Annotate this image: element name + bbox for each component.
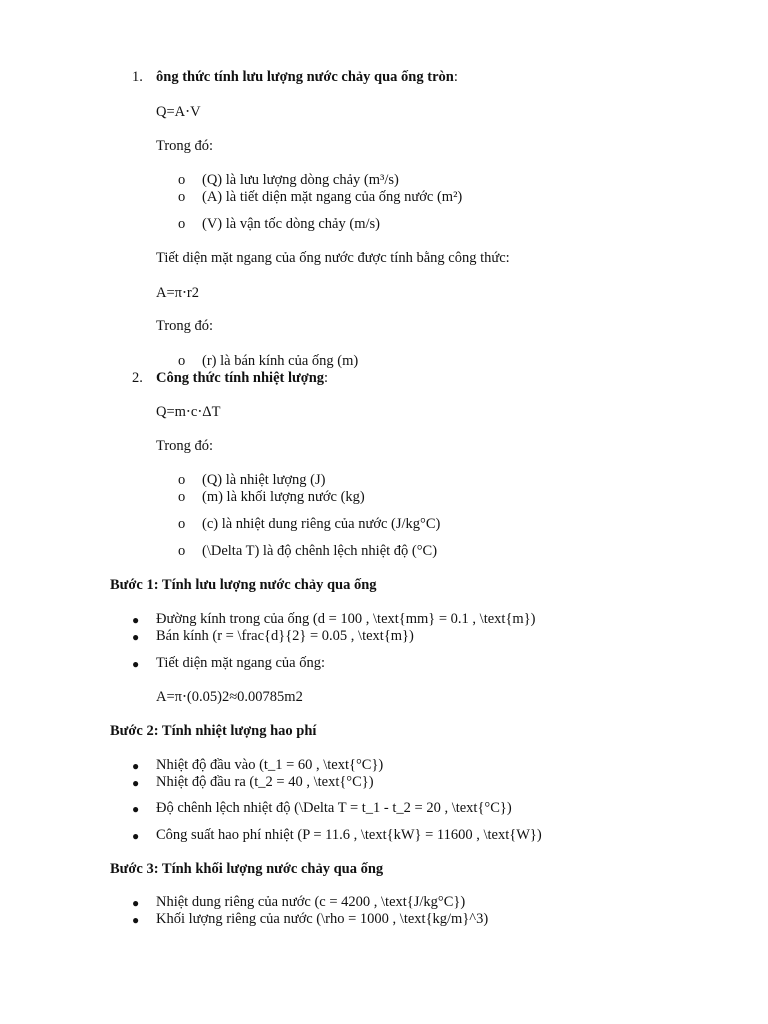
where-label: Trong đó: — [156, 138, 214, 154]
list-item: Nhiệt độ đầu ra (t_2 = 40 , \text{°C}) — [156, 774, 374, 790]
formula: A=π⋅r2 — [156, 285, 200, 301]
step-heading: Bước 2: Tính nhiệt lượng hao phí — [110, 723, 317, 739]
section-heading — [156, 369, 328, 387]
list-item: Độ chênh lệch nhiệt độ (\Delta T = t_1 - t_2 = 20 , \text{°C}) — [156, 800, 512, 816]
circle-bullet: o — [178, 216, 186, 232]
circle-bullet: o — [178, 543, 186, 559]
step-heading: Bước 3: Tính khối lượng nước chảy qua ống — [110, 861, 384, 877]
circle-bullet: o — [178, 489, 186, 505]
bullet: ● — [132, 657, 140, 671]
formula: A=π⋅(0.05)2≈0.00785m2 — [156, 689, 303, 705]
step-heading: Bước 1: Tính lưu lượng nước chảy qua ống — [110, 577, 377, 593]
heading-colon: : — [453, 69, 458, 85]
bullet: ● — [132, 896, 140, 910]
heading-text: ông thức tính lưu lượng nước chảy qua ống tròn — [156, 69, 454, 85]
bullet: ● — [132, 829, 140, 843]
list-item: Khối lượng riêng của nước (\rho = 1000 , \text{kg/m}^3) — [156, 911, 489, 927]
list-item: Nhiệt dung riêng của nước (c = 4200 , \text{J/kg°C}) — [156, 894, 466, 910]
circle-bullet: o — [178, 472, 186, 488]
section-heading — [156, 68, 458, 86]
list-item: (\Delta T) là độ chênh lệch nhiệt độ (°C) — [202, 543, 438, 559]
list-item: (V) là vận tốc dòng chảy (m/s) — [202, 216, 380, 232]
formula: Q=A⋅V — [156, 104, 201, 120]
list-item: (m) là khối lượng nước (kg) — [202, 489, 365, 505]
list-number: 2. — [132, 370, 143, 386]
heading-text: Công thức tính nhiệt lượng — [156, 370, 325, 386]
list-item: (Q) là lưu lượng dòng chảy (m³/s) — [202, 172, 399, 188]
bullet: ● — [132, 613, 140, 627]
list-item: (r) là bán kính của ống (m) — [202, 353, 359, 369]
bullet: ● — [132, 913, 140, 927]
bullet: ● — [132, 759, 140, 773]
heading-colon: : — [324, 370, 329, 386]
circle-bullet: o — [178, 172, 186, 188]
where-label: Trong đó: — [156, 438, 214, 454]
list-item: (Q) là nhiệt lượng (J) — [202, 472, 326, 488]
bullet: ● — [132, 776, 140, 790]
bullet: ● — [132, 630, 140, 644]
list-item: (A) là tiết diện mặt ngang của ống nước (m²) — [202, 189, 463, 205]
circle-bullet: o — [178, 189, 186, 205]
list-item: (c) là nhiệt dung riêng của nước (J/kg°C) — [202, 516, 441, 532]
circle-bullet: o — [178, 516, 186, 532]
list-item: Nhiệt độ đầu vào (t_1 = 60 , \text{°C}) — [156, 757, 384, 773]
list-item: Công suất hao phí nhiệt (P = 11.6 , \text{kW} = 11600 , \text{W}) — [156, 827, 542, 843]
circle-bullet: o — [178, 353, 186, 369]
formula: Q=m⋅c⋅ΔT — [156, 404, 221, 420]
paragraph: Tiết diện mặt ngang của ống nước được tính bằng công thức: — [156, 250, 510, 266]
bullet: ● — [132, 802, 140, 816]
list-item: Bán kính (r = \frac{d}{2} = 0.05 , \text{m}) — [156, 628, 414, 644]
list-number: 1. — [132, 69, 143, 85]
list-item: Đường kính trong của ống (d = 100 , \text{mm} = 0.1 , \text{m}) — [156, 611, 536, 627]
list-item: Tiết diện mặt ngang của ống: — [156, 655, 326, 671]
where-label: Trong đó: — [156, 318, 214, 334]
